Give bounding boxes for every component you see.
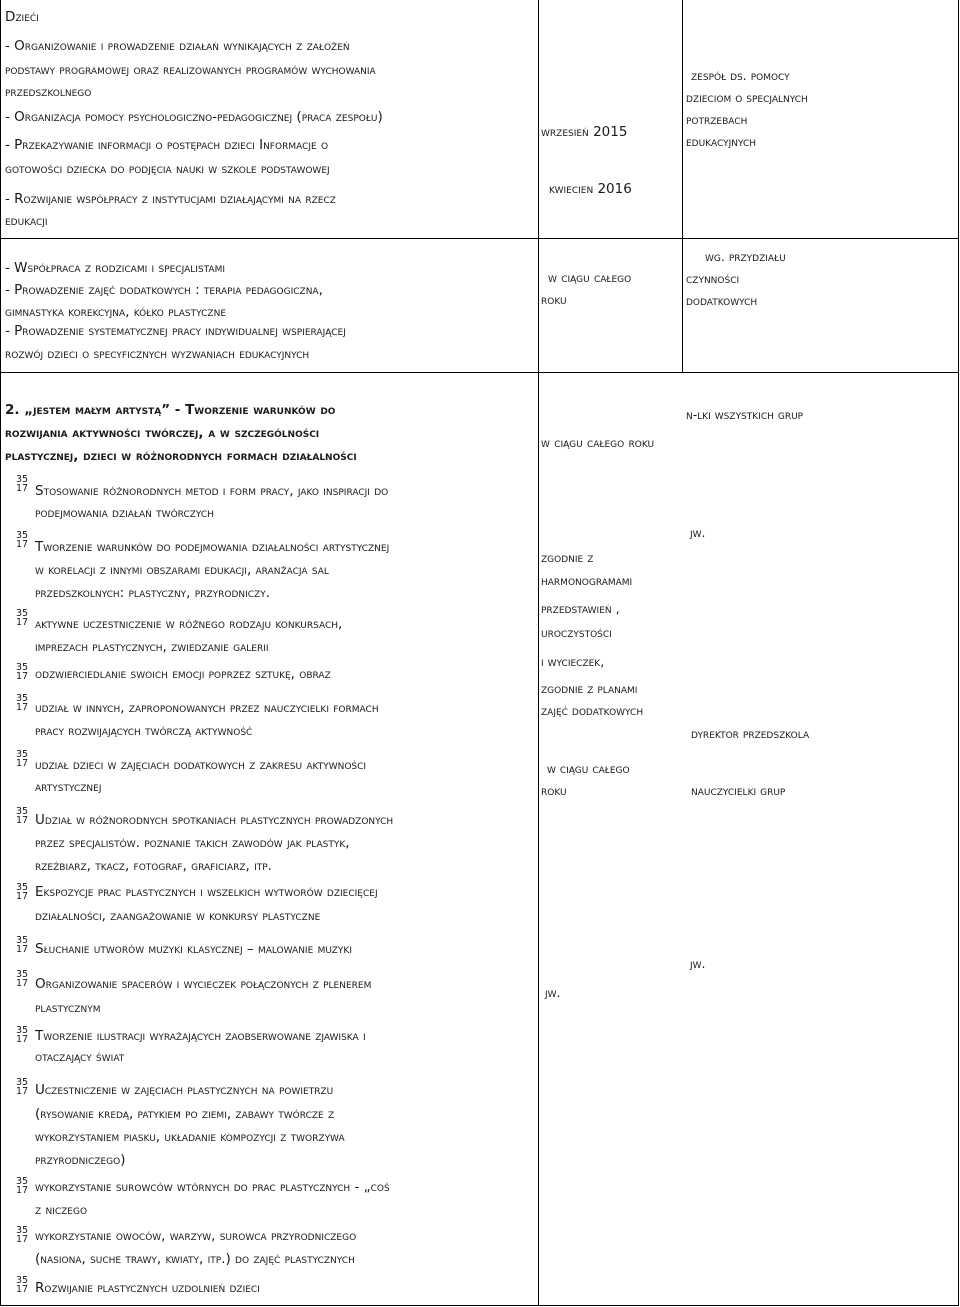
bullet-glyph: 35 17 <box>15 693 29 713</box>
bullet-glyph: 35 17 <box>15 1225 29 1245</box>
activity-item: udział dzieci w zajęciach dodatkowych z zakresu aktywności artystycznej <box>35 757 367 795</box>
section3-term-schedule: zgodnie z harmonogramami <box>541 550 633 588</box>
bullet-glyph: 35 17 <box>15 806 29 826</box>
activity-item: wykorzystanie surowców wtórnych do prac plastycznych - „coś z niczego <box>35 1179 390 1218</box>
bullet-glyph: 35 17 <box>15 882 29 902</box>
activity-item: wykorzystanie owoców, warzyw, surowca przyrodniczego (nasiona, suche trawy, kwiaty, itp.) do zajęć plastycznych <box>35 1228 357 1267</box>
section3-responsible-same-1: jw. <box>690 525 706 540</box>
activity-item: odzwierciedlanie swoich emocji poprzez sztukę, obraz <box>35 666 331 682</box>
section1-term-start: wrzesień 2015 <box>541 124 628 140</box>
section3-heading: 2. „jestem małym artystą” - Tworzenie warunków do rozwijania aktywności twórczej, a w szczególności plastycznej, dzieci w różnorodnych formach działalności <box>5 402 357 464</box>
activity-item: Tworzenie warunków do podejmowania działalności artystycznej w korelacji z innymi obszarami edukacji, aranżacja sal przedszkolnych: plastyczny, przyrodniczy. <box>35 539 390 601</box>
bullet-glyph: 35 17 <box>15 1077 29 1097</box>
bullet-glyph: 35 17 <box>15 935 29 955</box>
activity-item: Stosowanie różnorodnych metod i form pracy, jako inspiracji do podejmowania działań twórczych <box>35 483 389 521</box>
section1-task-3: - Przekazywanie informacji o postępach dzieci Informacje o gotowości dziecka do podjęcia nauki w szkole podstawowej <box>5 137 330 177</box>
bullet-glyph: 35 17 <box>15 1176 29 1196</box>
bullet-glyph: 35 17 <box>15 530 29 550</box>
section1-task-2: - Organizacja pomocy psychologiczno-pedagogicznej (praca zespołu) <box>5 109 383 125</box>
column-divider-2 <box>682 0 683 372</box>
section3-term-same: jw. <box>545 985 561 1000</box>
column-divider-1 <box>538 0 539 1306</box>
bullet-glyph: 35 17 <box>15 608 29 628</box>
section2-term: w ciągu całego roku <box>541 270 632 308</box>
section2-task-3: - Prowadzenie systematycznej pracy indywidualnej wspierającej rozwój dzieci o specyficznych wyzwaniach edukacyjnych <box>5 323 346 362</box>
activity-item: Rozwijanie plastycznych uzdolnień dzieci <box>35 1280 260 1296</box>
bullet-glyph: 35 17 <box>15 969 29 989</box>
activity-item: Organizowanie spacerów i wycieczek połączonych z plenerem plastycznym <box>35 976 372 1016</box>
bullet-glyph: 35 17 <box>15 1275 29 1295</box>
section3-responsible-main: n-lki wszystkich grup <box>686 407 804 422</box>
section3-term-year: w ciągu całego roku <box>541 761 630 798</box>
section1-heading: Dzieći <box>5 9 39 25</box>
section3-term-main: w ciągu całego roku <box>541 435 655 451</box>
section3-responsible-director: dyrektor przedszkola <box>691 726 810 741</box>
section1-responsible: zespół ds. pomocy dzieciom o specjalnych potrzebach edukacyjnych <box>686 68 808 149</box>
section1-task-1: - Organizowanie i prowadzenie działań wynikających z założeń podstawy programowej oraz realizowanych programów wychowania przedszkolnego <box>5 38 376 100</box>
section3-responsible-same-2: jw. <box>690 956 706 971</box>
bullet-glyph: 35 17 <box>15 1025 29 1045</box>
section1-task-4: - Rozwijanie współpracy z instytucjami działającymi na rzecz edukacji <box>5 191 336 229</box>
bullet-glyph: 35 17 <box>15 474 29 494</box>
activity-item: Słuchanie utworów muzyki klasycznej – malowanie muzyki <box>35 941 352 957</box>
activity-item: Ekspozycje prac plastycznych i wszelkich wytworów dziecięcej działalności, zaangażowanie w konkursy plastyczne <box>35 884 378 924</box>
bullet-glyph: 35 17 <box>15 749 29 769</box>
bullet-glyph: 35 17 <box>15 662 29 682</box>
section2-responsible: wg. przydziału czynności dodatkowych <box>686 249 786 308</box>
activity-item: Udział w różnorodnych spotkaniach plastycznych prowadzonych przez specjalistów. poznanie takich zawodów jak plastyk, rzeźbiarz, tkacz, fotograf, graficiarz, itp. <box>35 812 394 874</box>
section2-task-2: - Prowadzenie zajęć dodatkowych : terapia pedagogiczna, gimnastyka korekcyjna, kółko plastyczne <box>5 282 323 320</box>
row-divider-2 <box>0 372 959 373</box>
section3-term-plans: zgodnie z planami zajęć dodatkowych <box>541 681 644 718</box>
section2-task-1: - Współpraca z rodzicami i specjalistami <box>5 260 226 276</box>
row-divider-1 <box>0 238 959 239</box>
activity-item: udział w innych, zaproponowanych przez nauczycielki formach pracy rozwijających twórczą aktywność <box>35 700 379 739</box>
activity-item: Uczestniczenie w zajęciach plastycznych na powietrzu (rysowanie kredą, patykiem po ziemi, zabawy twórcze z wykorzystaniem piasku, układanie kompozycji z tworzywa przyrodniczego) <box>35 1082 345 1168</box>
activity-item: Tworzenie ilustracji wyrażających zaobserwowane zjawiska i otaczający świat <box>35 1028 366 1065</box>
section3-responsible-teachers: nauczycielki grup <box>691 783 786 798</box>
activity-item: aktywne uczestniczenie w różnego rodzaju konkursach, imprezach plastycznych, zwiedzanie galerii <box>35 616 343 655</box>
section1-term-end: kwiecien 2016 <box>549 181 632 197</box>
section3-term-events: przedstawień , uroczystości i wycieczek, <box>541 601 620 669</box>
